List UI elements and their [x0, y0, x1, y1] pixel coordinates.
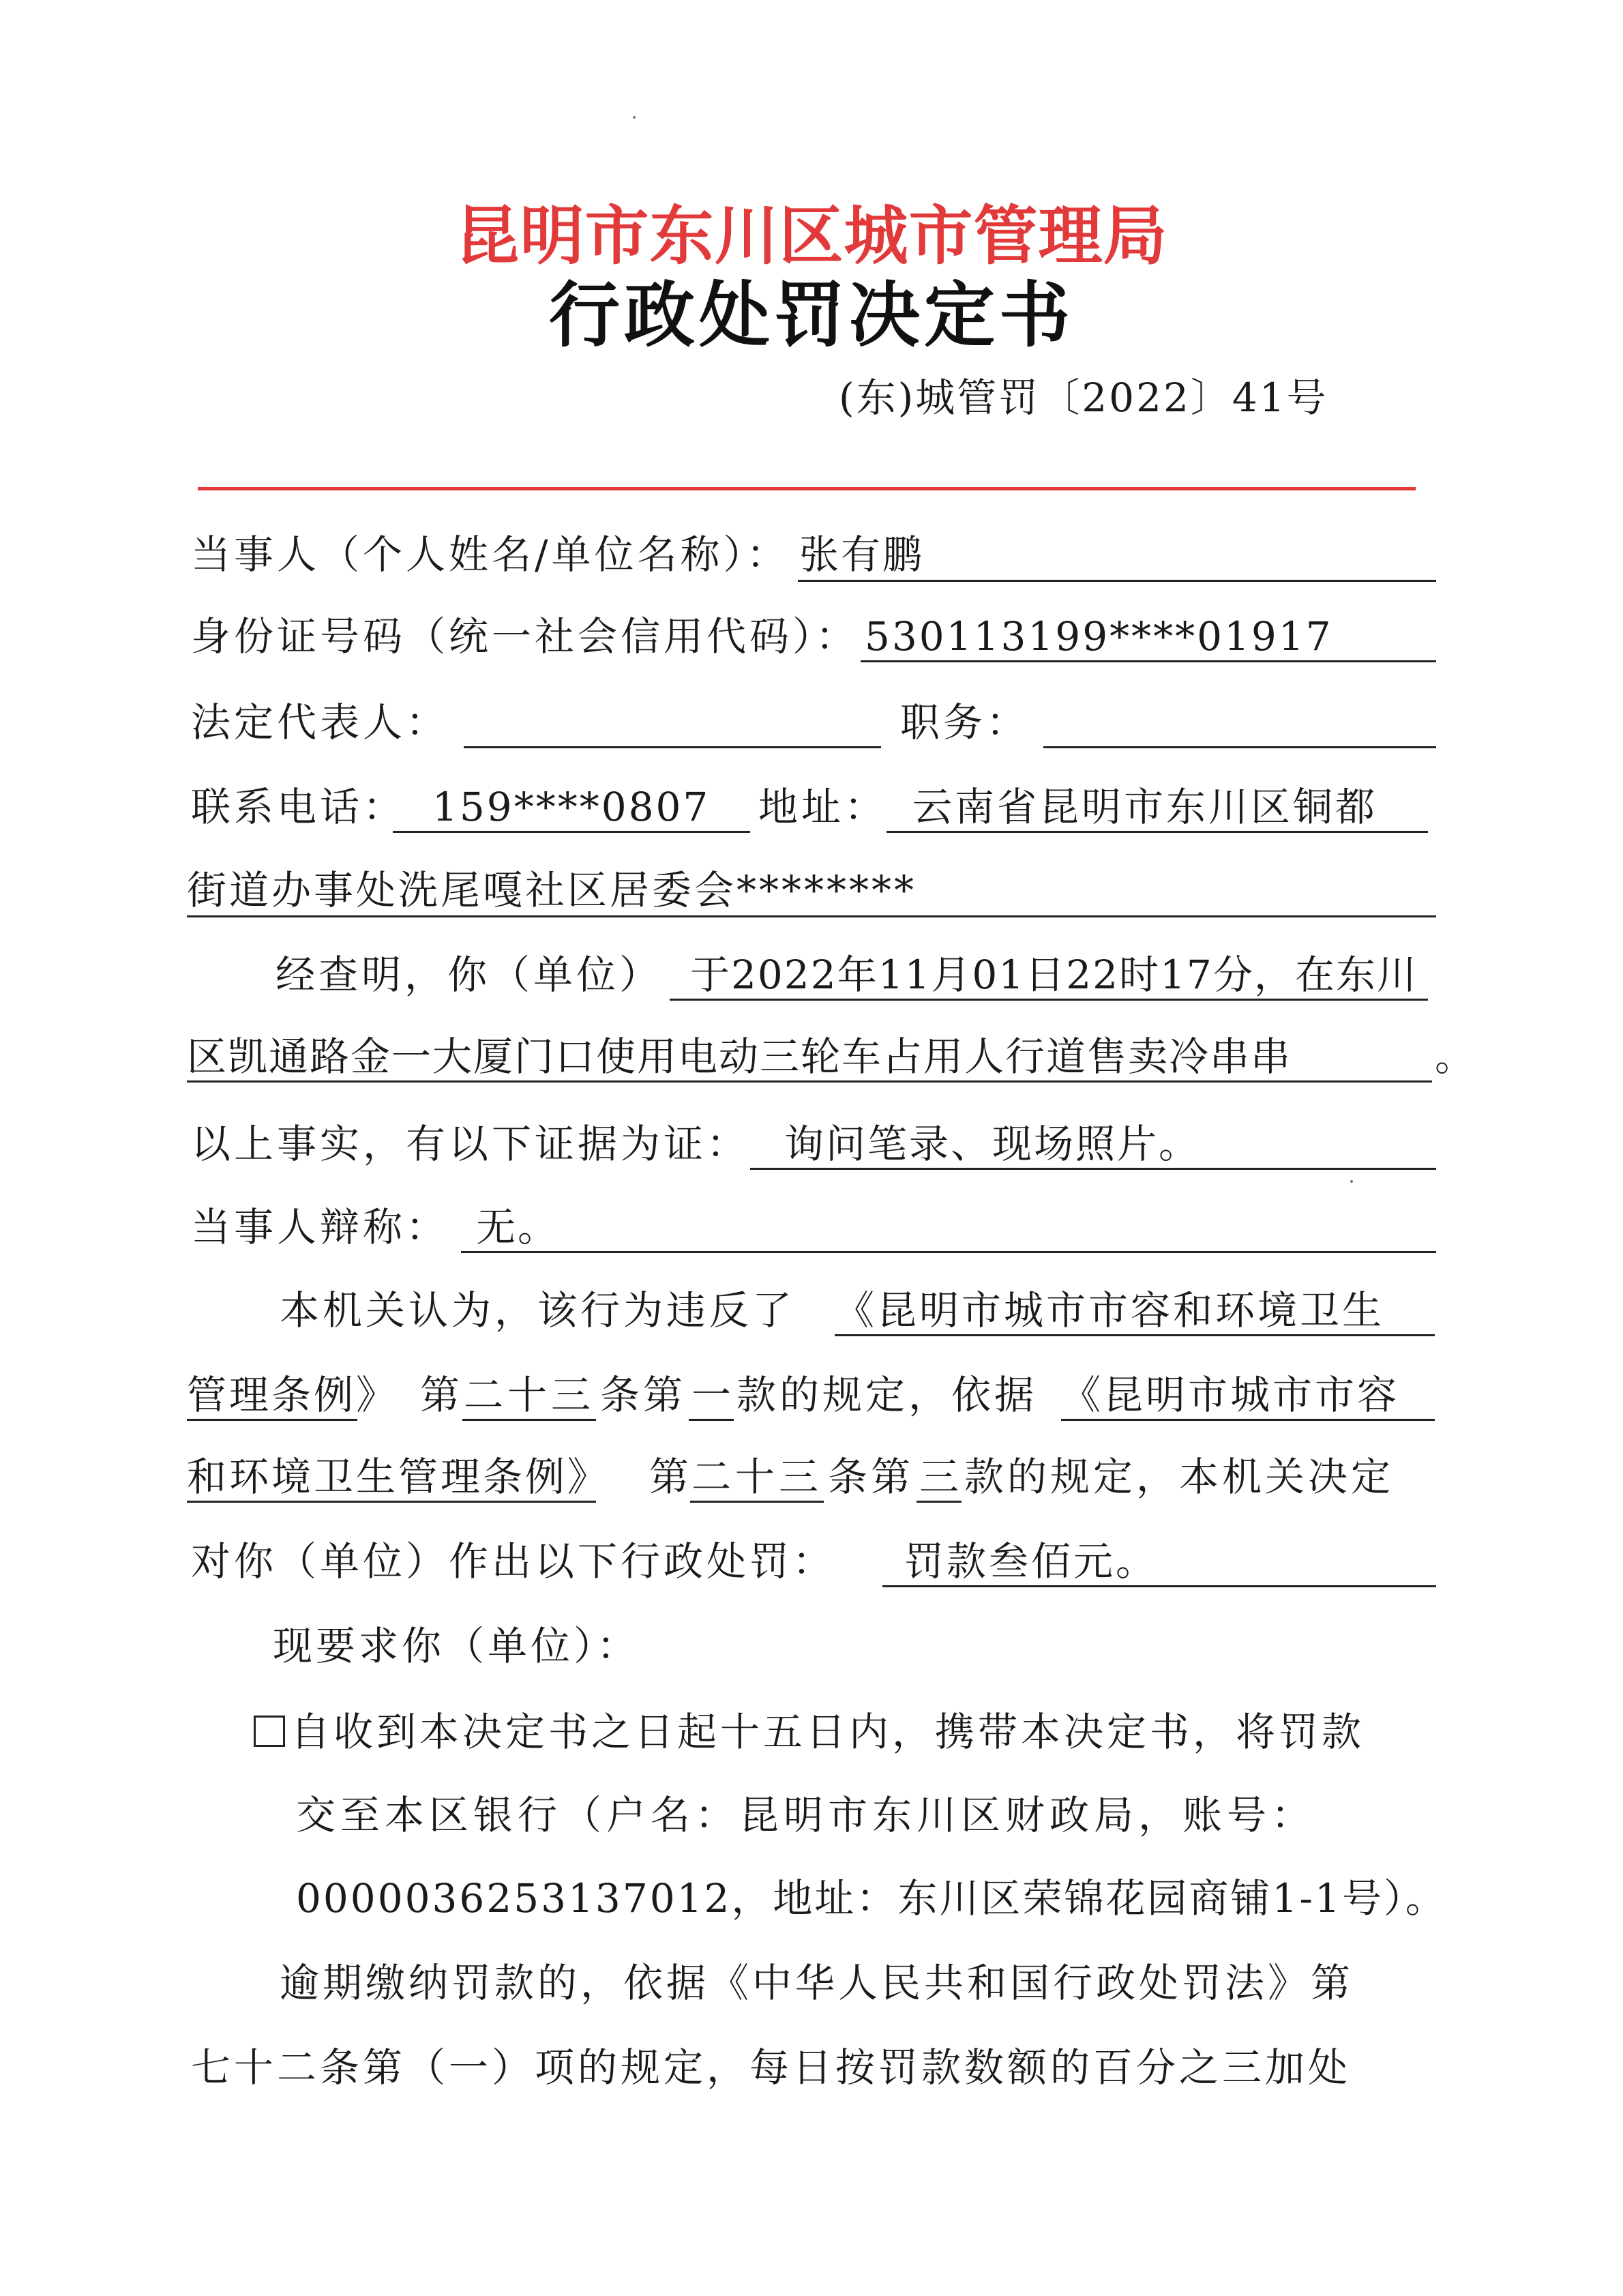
facts-value-line1: 于2022年11月01日22时17分，在东川 — [690, 952, 1418, 998]
id-number-value: 530113199****01917 — [865, 613, 1333, 660]
address-underline-2 — [187, 915, 1436, 917]
decision-l3-regulation-end: 和环境卫生管理条例》 — [187, 1454, 610, 1500]
defense-value: 无。 — [476, 1204, 560, 1250]
decision-l3-clause-number: 三 — [919, 1454, 962, 1500]
id-number-underline — [861, 660, 1436, 662]
evidence-value: 询问笔录、现场照片。 — [784, 1121, 1201, 1167]
legal-rep-label: 法定代表人： — [191, 699, 449, 746]
facts-underline-2 — [187, 1080, 1432, 1083]
late-payment-line1: 逾期缴纳罚款的，依据《中华人民共和国行政处罚法》第 — [280, 1960, 1354, 2006]
decision-l1-a: 本机关认为，该行为违反了 — [280, 1287, 796, 1334]
decision-underline-l2c — [689, 1419, 734, 1421]
decision-l3-clause-prefix: 条第 — [828, 1454, 914, 1500]
evidence-underline — [750, 1168, 1436, 1170]
id-number-label: 身份证号码（统一社会信用代码）： — [191, 613, 859, 660]
requirements-intro: 现要求你（单位）： — [273, 1623, 640, 1669]
document-title: 行政处罚决定书 — [548, 274, 1074, 357]
phone-label: 联系电话： — [191, 784, 406, 830]
facts-period: 。 — [1435, 1033, 1477, 1080]
decision-l1-regulation: 《昆明市城市市容和环境卫生 — [835, 1287, 1385, 1334]
decision-l3-article-prefix: 第 — [649, 1454, 693, 1500]
decision-l2-article-number: 二十三 — [464, 1372, 595, 1418]
requirement-item-1-line1 — [254, 1708, 1365, 1756]
evidence-label: 以上事实，有以下证据为证： — [191, 1121, 750, 1167]
decision-underline-l3b — [690, 1501, 824, 1503]
decision-l3-article-number: 二十三 — [691, 1454, 823, 1500]
legal-rep-underline — [464, 746, 881, 748]
decision-underline-l2a — [187, 1419, 357, 1421]
position-label: 职务： — [900, 699, 1030, 746]
red-divider-line — [198, 487, 1416, 490]
party-name-label: 当事人（个人姓名/单位名称）： — [191, 531, 790, 578]
address-value-line2: 街道办事处洗尾嘎社区居委会******** — [187, 867, 917, 913]
defense-label: 当事人辩称： — [191, 1204, 449, 1250]
requirement-item-1-line3: 0000036253137012，地址：东川区荣锦花园商铺1-1号）。 — [296, 1875, 1447, 1922]
defense-underline — [461, 1251, 1436, 1253]
position-underline — [1043, 746, 1436, 748]
phone-value: 159****0807 — [432, 784, 711, 830]
decision-underline-l2b — [462, 1419, 596, 1421]
decision-l2-article-prefix: 第 — [420, 1372, 464, 1418]
decision-l2-regulation: 《昆明市城市市容 — [1061, 1372, 1400, 1418]
decision-underline-l3c — [917, 1501, 962, 1503]
scan-speck — [1350, 1180, 1353, 1183]
document-number: (东)城管罚〔2022〕41号 — [839, 374, 1328, 421]
decision-l3-conclusion: 款的规定，本机关决定 — [964, 1454, 1395, 1500]
penalty-value: 罚款叁佰元。 — [904, 1538, 1159, 1585]
decision-underline-l1 — [835, 1334, 1435, 1336]
party-name-underline — [798, 580, 1436, 582]
decision-l4-text: 对你（单位）作出以下行政处罚： — [191, 1538, 836, 1585]
decision-l2-clause-prefix: 条第 — [600, 1372, 687, 1418]
decision-l2-clause-number: 一 — [691, 1372, 734, 1418]
facts-underline-1 — [670, 999, 1428, 1001]
issuing-authority: 昆明市东川区城市管理局 — [455, 199, 1168, 274]
scan-speck — [633, 116, 636, 119]
address-underline-1 — [887, 831, 1428, 833]
requirement-checkbox[interactable] — [254, 1716, 285, 1747]
decision-l2-basis: 款的规定，依据 — [736, 1372, 1038, 1418]
facts-intro: 经查明，你（单位） — [276, 952, 663, 998]
requirement-item-1-line2: 交至本区银行（户名：昆明市东川区财政局，账号： — [296, 1792, 1316, 1838]
decision-l2-regulation-end: 管理条例》 — [187, 1372, 399, 1418]
penalty-underline — [882, 1585, 1436, 1587]
requirement-item-1-text: 自收到本决定书之日起十五日内，携带本决定书，将罚款 — [291, 1709, 1365, 1755]
decision-underline-l3a — [187, 1501, 596, 1503]
late-payment-line2: 七十二条第（一）项的规定，每日按罚款数额的百分之三加处 — [191, 2044, 1352, 2091]
address-label: 地址： — [758, 784, 888, 830]
facts-value-line2: 区凯通路金一大厦门口使用电动三轮车占用人行道售卖冷串串 — [187, 1033, 1292, 1080]
party-name-value: 张有鹏 — [799, 531, 925, 578]
decision-underline-l2d — [1061, 1419, 1435, 1421]
phone-underline — [393, 831, 750, 833]
address-value-line1: 云南省昆明市东川区铜都 — [912, 784, 1378, 830]
